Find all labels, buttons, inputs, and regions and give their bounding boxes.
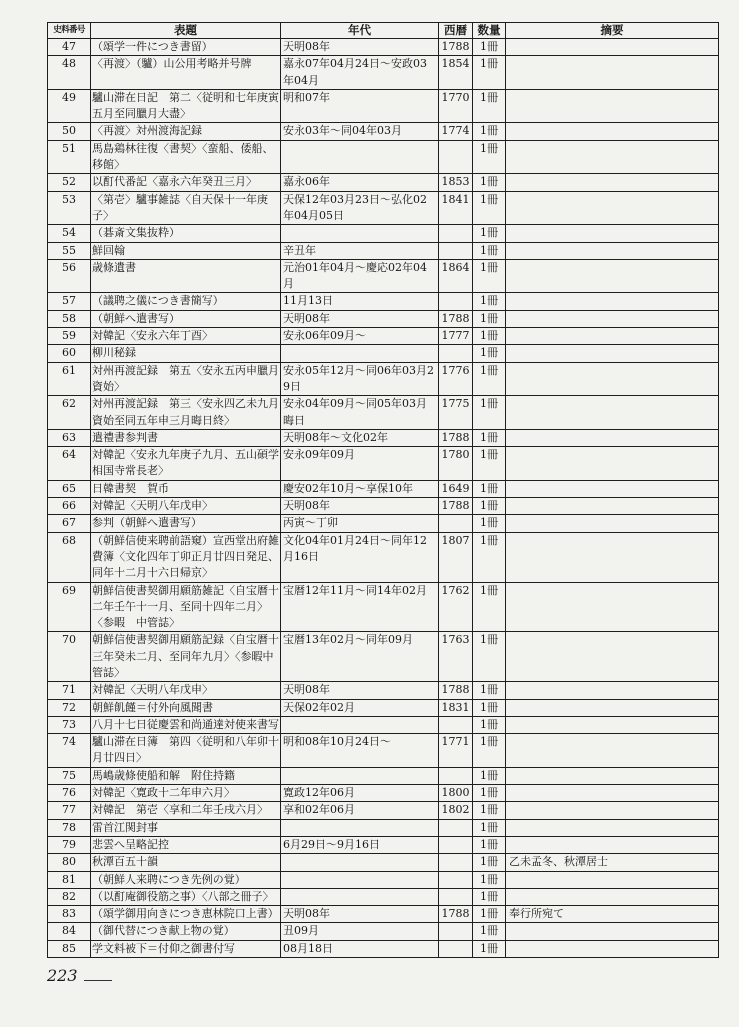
quantity-cell: 1冊 — [473, 259, 506, 293]
western-year-cell: 1831 — [439, 699, 473, 716]
record-number-cell: 74 — [48, 734, 91, 768]
table-row — [48, 396, 719, 430]
western-year-cell: 1770 — [439, 89, 473, 123]
record-number-cell: 72 — [48, 699, 91, 716]
header-era: 年代 — [281, 23, 439, 39]
era-cell: 安永09年09月 — [281, 447, 439, 481]
quantity-cell: 1冊 — [473, 191, 506, 225]
western-year-cell: 1854 — [439, 56, 473, 90]
title-cell: 対州再渡記録 第五〈安永五丙申臘月資始〉 — [91, 362, 281, 396]
table-row — [48, 345, 719, 362]
era-cell — [281, 225, 439, 242]
record-number-cell: 52 — [48, 174, 91, 191]
summary-cell — [506, 785, 719, 802]
header-quantity: 数量 — [473, 23, 506, 39]
western-year-cell: 1777 — [439, 328, 473, 345]
quantity-cell: 1冊 — [473, 734, 506, 768]
summary-cell — [506, 582, 719, 632]
title-cell: 鮮回翰 — [91, 242, 281, 259]
title-cell: 柳川秘録 — [91, 345, 281, 362]
table-row — [48, 767, 719, 784]
era-cell: 天明08年～文化02年 — [281, 429, 439, 446]
western-year-cell: 1800 — [439, 785, 473, 802]
western-year-cell: 1775 — [439, 396, 473, 430]
table-row — [48, 89, 719, 123]
summary-cell — [506, 429, 719, 446]
era-cell: 宝暦12年11月～同14年02月 — [281, 582, 439, 632]
summary-cell — [506, 396, 719, 430]
record-number-cell: 51 — [48, 140, 91, 174]
record-number-cell: 65 — [48, 480, 91, 497]
table-row — [48, 906, 719, 923]
summary-cell — [506, 682, 719, 699]
title-cell: 秋潭百五十韻 — [91, 854, 281, 871]
record-number-cell: 57 — [48, 293, 91, 310]
record-number-cell: 61 — [48, 362, 91, 396]
record-number-cell: 85 — [48, 940, 91, 957]
title-cell: 驢山滞在日記 第二〈従明和七年庚寅五月至同臘月大盡〉 — [91, 89, 281, 123]
summary-cell — [506, 174, 719, 191]
title-cell: 対韓記 第壱〈享和二年壬戌六月〉 — [91, 802, 281, 819]
header-row — [48, 23, 719, 39]
western-year-cell — [439, 293, 473, 310]
quantity-cell: 1冊 — [473, 871, 506, 888]
era-cell: 安永05年12月～同06年03月29日 — [281, 362, 439, 396]
era-cell — [281, 854, 439, 871]
summary-cell — [506, 293, 719, 310]
table-row — [48, 259, 719, 293]
era-cell: 6月29日～9月16日 — [281, 836, 439, 853]
western-year-cell — [439, 767, 473, 784]
title-cell: 対州再渡記録 第三〈安永四乙未九月資始至同五年申三月晦日終〉 — [91, 396, 281, 430]
summary-cell — [506, 242, 719, 259]
record-number-cell: 60 — [48, 345, 91, 362]
record-number-cell: 50 — [48, 123, 91, 140]
western-year-cell: 1788 — [439, 498, 473, 515]
title-cell: 馬島鶏林往復〈書契〉〈蛮船、倭船、移館〉 — [91, 140, 281, 174]
western-year-cell: 1780 — [439, 447, 473, 481]
table-row — [48, 582, 719, 632]
table-row — [48, 39, 719, 56]
table-row — [48, 191, 719, 225]
title-cell: 対韓記〈安永九年庚子九月、五山碩学相国寺常長老〉 — [91, 447, 281, 481]
table-row — [48, 785, 719, 802]
quantity-cell: 1冊 — [473, 854, 506, 871]
western-year-cell: 1841 — [439, 191, 473, 225]
title-cell: 悲雲へ呈略記控 — [91, 836, 281, 853]
western-year-cell — [439, 716, 473, 733]
era-cell: 元治01年04月～慶応02年04月 — [281, 259, 439, 293]
summary-cell — [506, 39, 719, 56]
title-cell: （朝鮮信使来聘前語窺）宣西堂出府雑費簿〈文化四年丁卯正月廿四日発足、同年十二月十六日帰京〉 — [91, 532, 281, 582]
western-year-cell: 1774 — [439, 123, 473, 140]
era-cell: 明和08年10月24日～ — [281, 734, 439, 768]
record-number-cell: 70 — [48, 632, 91, 682]
table-row — [48, 310, 719, 327]
quantity-cell: 1冊 — [473, 532, 506, 582]
summary-cell — [506, 259, 719, 293]
era-cell: 安永06年09月～ — [281, 328, 439, 345]
summary-cell — [506, 871, 719, 888]
title-cell: （碁斎文集抜粋） — [91, 225, 281, 242]
record-number-cell: 84 — [48, 923, 91, 940]
record-number-cell: 62 — [48, 396, 91, 430]
title-cell: （朝鮮人来聘につき先例の覚） — [91, 871, 281, 888]
header-record-number: 史料番号 — [48, 23, 91, 39]
table-row — [48, 940, 719, 957]
title-cell: 朝鮮飢饉＝付外向風聞書 — [91, 699, 281, 716]
table-row — [48, 871, 719, 888]
table-row — [48, 174, 719, 191]
era-cell — [281, 819, 439, 836]
western-year-cell — [439, 923, 473, 940]
western-year-cell — [439, 225, 473, 242]
summary-cell — [506, 802, 719, 819]
era-cell: 天明08年 — [281, 39, 439, 56]
summary-cell — [506, 767, 719, 784]
quantity-cell: 1冊 — [473, 225, 506, 242]
summary-cell — [506, 56, 719, 90]
title-cell: 対韓記〈天明八年戊申〉 — [91, 498, 281, 515]
summary-cell — [506, 480, 719, 497]
record-number-cell: 82 — [48, 888, 91, 905]
title-cell: 朝鮮信使書契御用願筋雑記〈自宝暦十二年壬午十一月、至同十四年二月〉〈参暇 中管誌〉 — [91, 582, 281, 632]
record-number-cell: 75 — [48, 767, 91, 784]
era-cell: 天明08年 — [281, 906, 439, 923]
record-number-cell: 56 — [48, 259, 91, 293]
record-number-cell: 49 — [48, 89, 91, 123]
western-year-cell: 1788 — [439, 310, 473, 327]
record-number-cell: 81 — [48, 871, 91, 888]
quantity-cell: 1冊 — [473, 123, 506, 140]
quantity-cell: 1冊 — [473, 699, 506, 716]
summary-cell: 奉行所宛て — [506, 906, 719, 923]
quantity-cell: 1冊 — [473, 498, 506, 515]
document-sheet — [47, 22, 718, 958]
record-number-cell: 63 — [48, 429, 91, 446]
summary-cell — [506, 191, 719, 225]
western-year-cell — [439, 940, 473, 957]
quantity-cell: 1冊 — [473, 767, 506, 784]
quantity-cell: 1冊 — [473, 429, 506, 446]
quantity-cell: 1冊 — [473, 632, 506, 682]
western-year-cell: 1788 — [439, 39, 473, 56]
record-number-cell: 69 — [48, 582, 91, 632]
western-year-cell — [439, 140, 473, 174]
western-year-cell: 1788 — [439, 429, 473, 446]
title-cell: 〈再渡〉対州渡海記録 — [91, 123, 281, 140]
title-cell: 対韓記〈天明八年戊申〉 — [91, 682, 281, 699]
record-number-cell: 78 — [48, 819, 91, 836]
quantity-cell: 1冊 — [473, 923, 506, 940]
summary-cell — [506, 888, 719, 905]
summary-cell — [506, 940, 719, 957]
era-cell — [281, 767, 439, 784]
era-cell: 嘉永07年04月24日～安政03年04月 — [281, 56, 439, 90]
quantity-cell: 1冊 — [473, 362, 506, 396]
quantity-cell: 1冊 — [473, 447, 506, 481]
era-cell: 明和07年 — [281, 89, 439, 123]
title-cell: （頌学御用向きにつき恵林院口上書） — [91, 906, 281, 923]
record-number-cell: 67 — [48, 515, 91, 532]
page-number-rule — [84, 980, 112, 981]
title-cell: 朝鮮信使書契御用願筋記録〈自宝暦十三年癸未二月、至同年九月〉〈参暇中管誌〉 — [91, 632, 281, 682]
record-number-cell: 66 — [48, 498, 91, 515]
title-cell: 馬嶋歳條使船和解 附住持籍 — [91, 767, 281, 784]
table-row — [48, 632, 719, 682]
western-year-cell: 1853 — [439, 174, 473, 191]
summary-cell — [506, 345, 719, 362]
era-cell: 嘉永06年 — [281, 174, 439, 191]
era-cell: 天明08年 — [281, 310, 439, 327]
western-year-cell — [439, 819, 473, 836]
era-cell: 寛政12年06月 — [281, 785, 439, 802]
quantity-cell: 1冊 — [473, 396, 506, 430]
table-row — [48, 802, 719, 819]
table-row — [48, 682, 719, 699]
summary-cell — [506, 123, 719, 140]
quantity-cell: 1冊 — [473, 716, 506, 733]
era-cell: 天保02年02月 — [281, 699, 439, 716]
table-row — [48, 140, 719, 174]
table-row — [48, 225, 719, 242]
summary-cell — [506, 819, 719, 836]
summary-cell — [506, 362, 719, 396]
era-cell: 丙寅～丁卯 — [281, 515, 439, 532]
record-number-cell: 47 — [48, 39, 91, 56]
record-number-cell: 77 — [48, 802, 91, 819]
era-cell: 天明08年 — [281, 498, 439, 515]
summary-cell — [506, 923, 719, 940]
table-row — [48, 515, 719, 532]
era-cell: 宝暦13年02月～同年09月 — [281, 632, 439, 682]
table-row — [48, 123, 719, 140]
table-row — [48, 923, 719, 940]
quantity-cell: 1冊 — [473, 242, 506, 259]
table-row — [48, 532, 719, 582]
era-cell: 08月18日 — [281, 940, 439, 957]
quantity-cell: 1冊 — [473, 293, 506, 310]
record-number-cell: 80 — [48, 854, 91, 871]
title-cell: 対韓記〈安永六年丁酉〉 — [91, 328, 281, 345]
table-header — [48, 23, 719, 39]
quantity-cell: 1冊 — [473, 582, 506, 632]
summary-cell — [506, 716, 719, 733]
quantity-cell: 1冊 — [473, 56, 506, 90]
era-cell — [281, 140, 439, 174]
era-cell — [281, 871, 439, 888]
western-year-cell — [439, 854, 473, 871]
quantity-cell: 1冊 — [473, 888, 506, 905]
table-row — [48, 734, 719, 768]
table-row — [48, 699, 719, 716]
quantity-cell: 1冊 — [473, 802, 506, 819]
title-cell: 日韓書契 賀币 — [91, 480, 281, 497]
catalog-table — [47, 22, 719, 958]
quantity-cell: 1冊 — [473, 515, 506, 532]
title-cell: 驢山滞在日簿 第四〈従明和八年卯十月廿四日〉 — [91, 734, 281, 768]
title-cell: 以酊代番記〈嘉永六年癸丑三月〉 — [91, 174, 281, 191]
summary-cell — [506, 328, 719, 345]
quantity-cell: 1冊 — [473, 785, 506, 802]
quantity-cell: 1冊 — [473, 906, 506, 923]
title-cell: （御代替につき献上物の覚） — [91, 923, 281, 940]
table-row — [48, 836, 719, 853]
summary-cell — [506, 632, 719, 682]
western-year-cell — [439, 871, 473, 888]
quantity-cell: 1冊 — [473, 140, 506, 174]
summary-cell — [506, 225, 719, 242]
title-cell: 歳條遺書 — [91, 259, 281, 293]
record-number-cell: 64 — [48, 447, 91, 481]
header-title: 表題 — [91, 23, 281, 39]
record-number-cell: 79 — [48, 836, 91, 853]
western-year-cell: 1776 — [439, 362, 473, 396]
quantity-cell: 1冊 — [473, 480, 506, 497]
western-year-cell: 1649 — [439, 480, 473, 497]
quantity-cell: 1冊 — [473, 89, 506, 123]
title-cell: 遣禮書参判書 — [91, 429, 281, 446]
title-cell: （頌学一件につき書留） — [91, 39, 281, 56]
page-number: 223 — [47, 966, 78, 985]
western-year-cell: 1802 — [439, 802, 473, 819]
table-row — [48, 328, 719, 345]
table-row — [48, 429, 719, 446]
western-year-cell: 1762 — [439, 582, 473, 632]
record-number-cell: 76 — [48, 785, 91, 802]
western-year-cell: 1864 — [439, 259, 473, 293]
era-cell: 丑09月 — [281, 923, 439, 940]
title-cell: 対韓記〈寛政十二年申六月〉 — [91, 785, 281, 802]
quantity-cell: 1冊 — [473, 310, 506, 327]
western-year-cell: 1788 — [439, 906, 473, 923]
era-cell: 11月13日 — [281, 293, 439, 310]
summary-cell — [506, 734, 719, 768]
title-cell: （朝鮮へ遣書写） — [91, 310, 281, 327]
table-row — [48, 242, 719, 259]
summary-cell: 乙未孟冬、秋潭居士 — [506, 854, 719, 871]
quantity-cell: 1冊 — [473, 39, 506, 56]
quantity-cell: 1冊 — [473, 345, 506, 362]
record-number-cell: 59 — [48, 328, 91, 345]
summary-cell — [506, 447, 719, 481]
summary-cell — [506, 89, 719, 123]
era-cell: 天明08年 — [281, 682, 439, 699]
record-number-cell: 55 — [48, 242, 91, 259]
western-year-cell — [439, 345, 473, 362]
table-row — [48, 888, 719, 905]
title-cell: 学文料被下＝付仰之御書付写 — [91, 940, 281, 957]
era-cell: 安永04年09月～同05年03月晦日 — [281, 396, 439, 430]
record-number-cell: 48 — [48, 56, 91, 90]
table-row — [48, 447, 719, 481]
table-row — [48, 716, 719, 733]
title-cell: 〈再渡〉（驢）山公用考略并号牌 — [91, 56, 281, 90]
era-cell: 天保12年03月23日～弘化02年04月05日 — [281, 191, 439, 225]
record-number-cell: 71 — [48, 682, 91, 699]
western-year-cell — [439, 515, 473, 532]
western-year-cell: 1771 — [439, 734, 473, 768]
western-year-cell — [439, 836, 473, 853]
table-row — [48, 56, 719, 90]
quantity-cell: 1冊 — [473, 328, 506, 345]
table-row — [48, 854, 719, 871]
header-summary: 摘要 — [506, 23, 719, 39]
record-number-cell: 54 — [48, 225, 91, 242]
western-year-cell — [439, 242, 473, 259]
era-cell: 慶安02年10月～享保10年 — [281, 480, 439, 497]
record-number-cell: 58 — [48, 310, 91, 327]
title-cell: 〈第壱〉驢事雑誌〈自天保十一年庚子〉 — [91, 191, 281, 225]
summary-cell — [506, 310, 719, 327]
summary-cell — [506, 836, 719, 853]
header-western-year: 西暦 — [439, 23, 473, 39]
western-year-cell — [439, 888, 473, 905]
record-number-cell: 68 — [48, 532, 91, 582]
record-number-cell: 83 — [48, 906, 91, 923]
table-body — [48, 39, 719, 958]
table-row — [48, 498, 719, 515]
record-number-cell: 53 — [48, 191, 91, 225]
table-row — [48, 293, 719, 310]
era-cell — [281, 716, 439, 733]
quantity-cell: 1冊 — [473, 836, 506, 853]
summary-cell — [506, 515, 719, 532]
record-number-cell: 73 — [48, 716, 91, 733]
title-cell: 参判（朝鮮へ遣書写） — [91, 515, 281, 532]
era-cell: 文化04年01月24日～同年12月16日 — [281, 532, 439, 582]
quantity-cell: 1冊 — [473, 940, 506, 957]
western-year-cell: 1788 — [439, 682, 473, 699]
era-cell: 辛丑年 — [281, 242, 439, 259]
western-year-cell: 1807 — [439, 532, 473, 582]
title-cell: 雷首江関封事 — [91, 819, 281, 836]
western-year-cell: 1763 — [439, 632, 473, 682]
table-row — [48, 819, 719, 836]
quantity-cell: 1冊 — [473, 174, 506, 191]
summary-cell — [506, 532, 719, 582]
quantity-cell: 1冊 — [473, 682, 506, 699]
era-cell — [281, 888, 439, 905]
era-cell — [281, 345, 439, 362]
era-cell: 享和02年06月 — [281, 802, 439, 819]
quantity-cell: 1冊 — [473, 819, 506, 836]
title-cell: （議聘之儀につき書簡写） — [91, 293, 281, 310]
era-cell: 安永03年～同04年03月 — [281, 123, 439, 140]
title-cell: （以酊庵御役筋之事）〈八部之冊子〉 — [91, 888, 281, 905]
table-row — [48, 480, 719, 497]
table-row — [48, 362, 719, 396]
summary-cell — [506, 699, 719, 716]
title-cell: 八月十七日従慶雲和尚通達対使来書写 — [91, 716, 281, 733]
summary-cell — [506, 498, 719, 515]
summary-cell — [506, 140, 719, 174]
